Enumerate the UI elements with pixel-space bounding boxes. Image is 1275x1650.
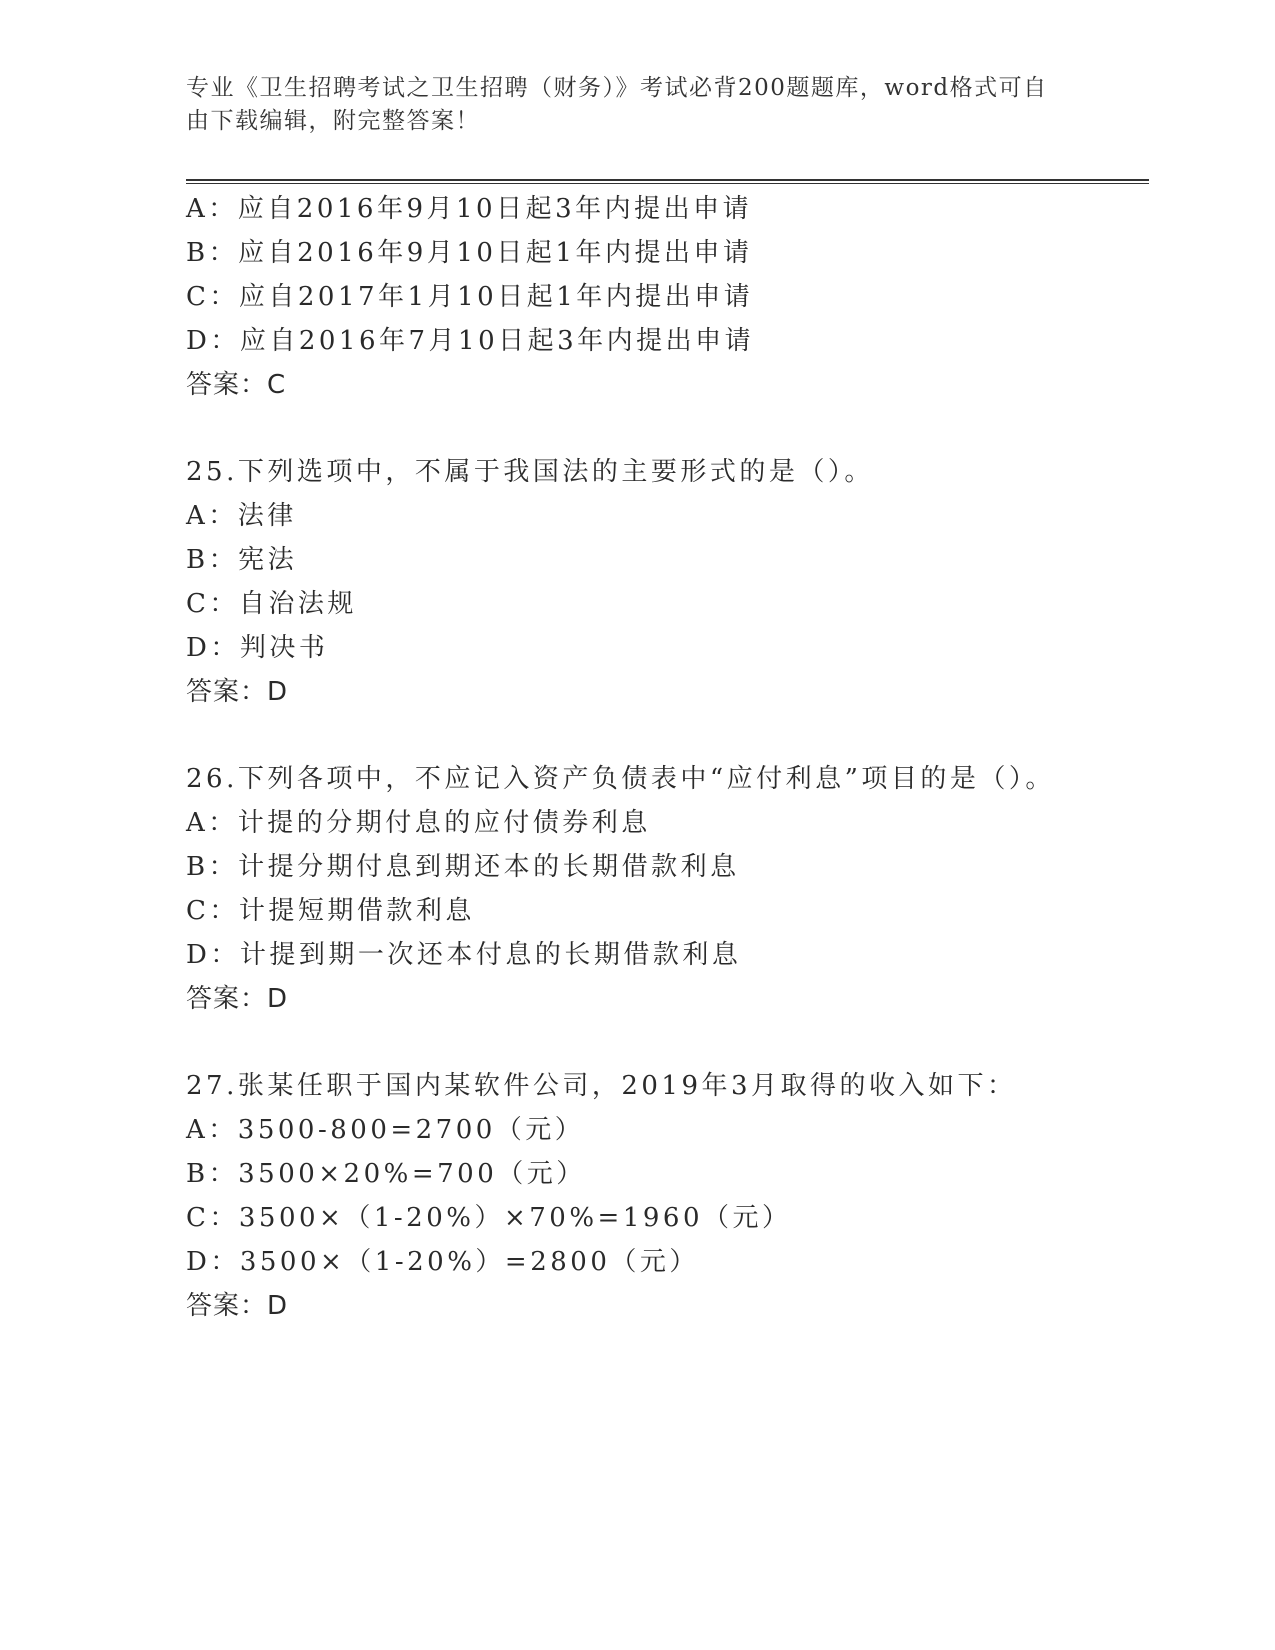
q25-option-a: A：法律: [186, 501, 297, 531]
q24-answer: 答案：C: [186, 370, 287, 400]
document-header: [186, 72, 1066, 138]
q25-option-d: D：判决书: [186, 633, 329, 663]
q26-option-b: B：计提分期付息到期还本的长期借款利息: [186, 852, 740, 882]
q27-option-b: B：3500×20%=700（元）: [186, 1159, 586, 1189]
q24-option-c: C：应自2017年1月10日起1年内提出申请: [186, 282, 754, 312]
q26-answer: 答案：D: [186, 984, 289, 1014]
header-line-1: 专业《卫生招聘考试之卫生招聘（财务）》考试必背200题题库，word格式可自: [186, 75, 1048, 101]
q27-answer: 答案：D: [186, 1291, 289, 1321]
q25-answer: 答案：D: [186, 677, 289, 707]
q26-option-d: D：计提到期一次还本付息的长期借款利息: [186, 940, 742, 970]
q26-option-c: C：计提短期借款利息: [186, 896, 475, 926]
q25-option-b: B：宪法: [186, 545, 298, 575]
q27-option-d: D：3500×（1-20%）=2800（元）: [186, 1247, 699, 1277]
q25-question: 25.下列选项中，不属于我国法的主要形式的是（）。: [186, 457, 874, 487]
q24-option-b: B：应自2016年9月10日起1年内提出申请: [186, 238, 753, 268]
header-divider: [186, 179, 1149, 184]
q26-option-a: A：计提的分期付息的应付债券利息: [186, 808, 651, 838]
q26-question: 26.下列各项中，不应记入资产负债表中“应付利息”项目的是（）。: [186, 764, 1055, 794]
q25-option-c: C：自治法规: [186, 589, 357, 619]
q24-option-d: D：应自2016年7月10日起3年内提出申请: [186, 326, 755, 356]
q27-option-c: C：3500×（1-20%）×70%=1960（元）: [186, 1203, 792, 1233]
q27-question: 27.张某任职于国内某软件公司，2019年3月取得的收入如下：: [186, 1071, 1017, 1101]
q24-option-a: A：应自2016年9月10日起3年内提出申请: [186, 194, 753, 224]
header-line-2: 由下载编辑，附完整答案！: [186, 108, 480, 134]
divider-thin-line: [186, 183, 1149, 184]
divider-thick-line: [186, 179, 1149, 181]
q27-option-a: A：3500-800=2700（元）: [186, 1115, 585, 1145]
